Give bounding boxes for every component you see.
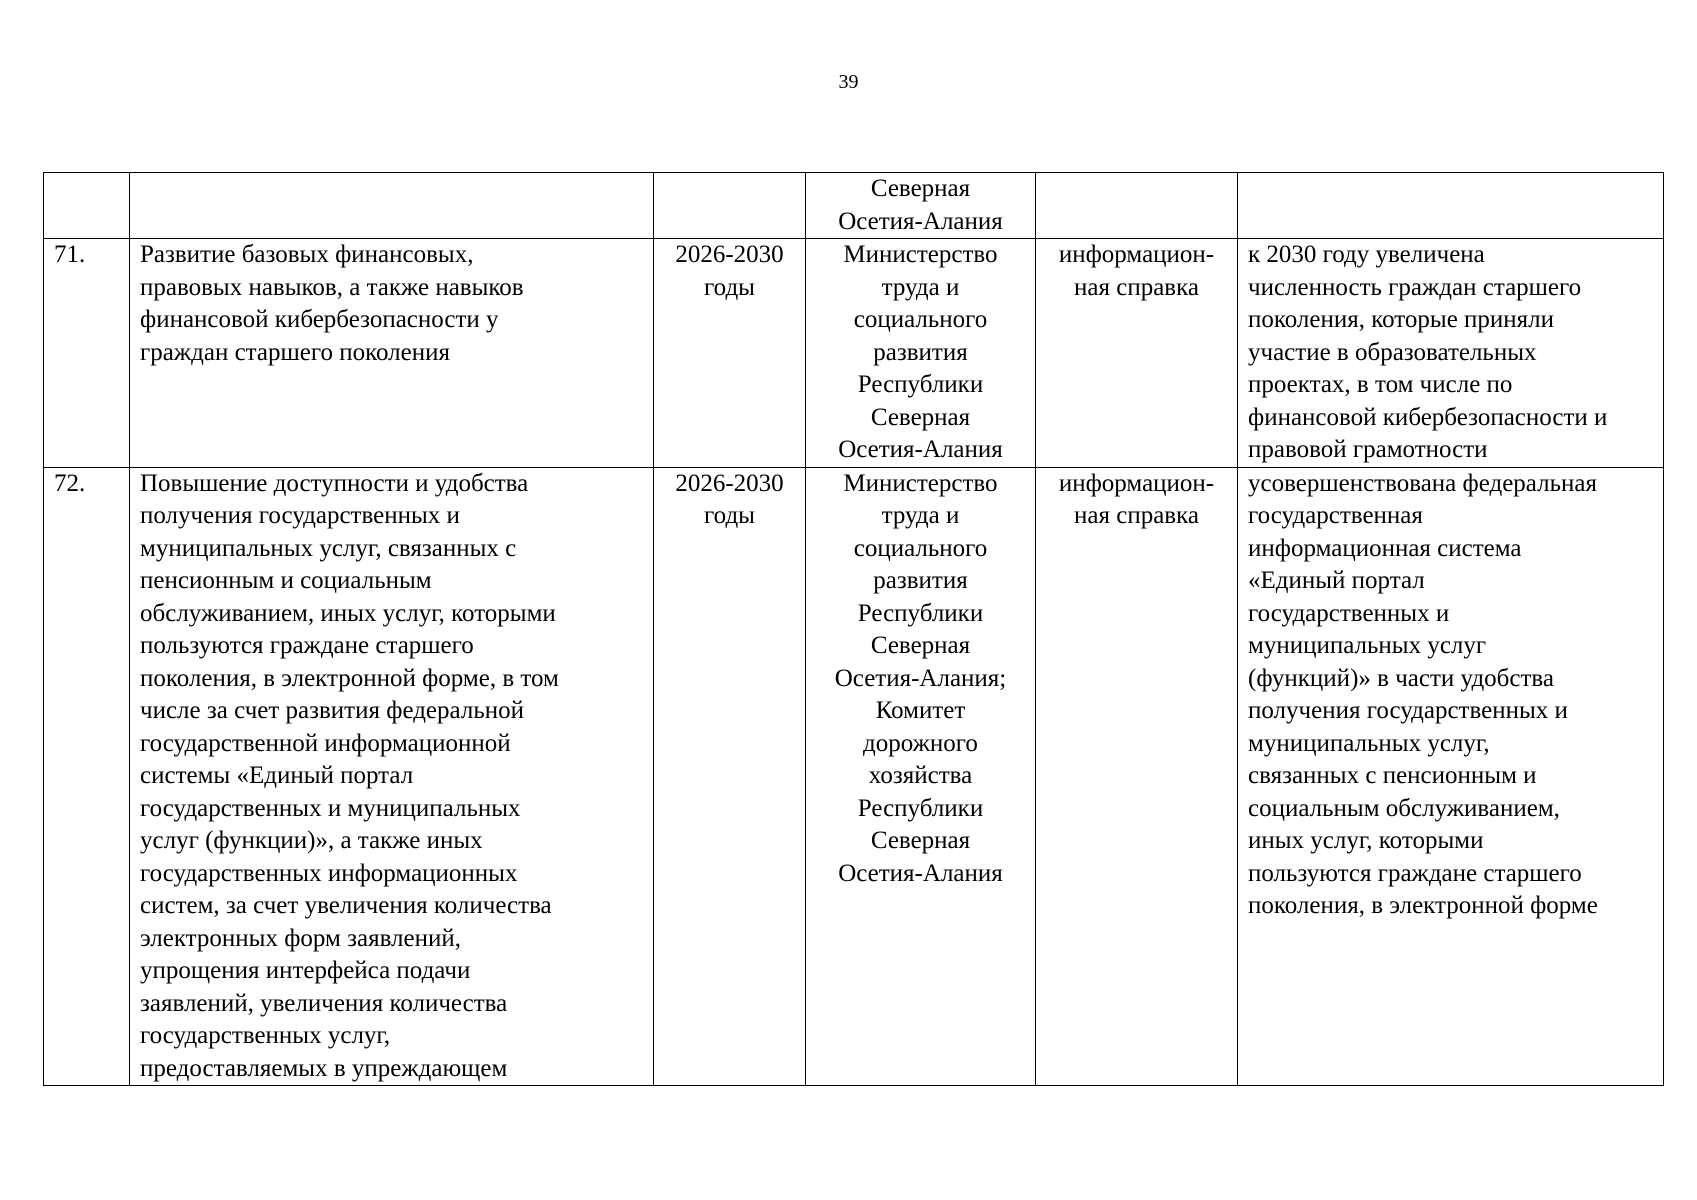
result-line: государственных и <box>1248 599 1450 627</box>
period-cell <box>654 467 806 1086</box>
executor-line: Республики <box>857 794 984 822</box>
result-line: получения государственных и <box>1248 697 1568 724</box>
measure-name-line: государственной информационной <box>140 729 511 757</box>
result-line: иных услуг, которыми <box>1248 827 1484 854</box>
executor-line: Комитет <box>875 697 966 724</box>
period-line: 2026-2030 <box>675 241 784 268</box>
result-line: правовой грамотности <box>1248 436 1488 463</box>
executor-cell <box>806 173 1036 239</box>
executor-line: Северная <box>870 403 971 431</box>
executor-line: Северная <box>870 827 971 854</box>
executor-line: Осетия-Алания <box>838 859 1003 887</box>
executor-line: развития <box>873 338 968 366</box>
executor-line: дорожного <box>863 729 978 757</box>
period-line: годы <box>704 502 755 529</box>
result-line: к 2030 году увеличена <box>1248 241 1485 268</box>
table-row-continuation <box>44 173 1664 239</box>
measure-name-line: государственных и муниципальных <box>140 794 521 822</box>
measure-name-line: поколения, в электронной форме, в том <box>140 664 559 692</box>
executor-cell <box>806 467 1036 1086</box>
result-line: «Единый портал <box>1248 567 1425 594</box>
result-line: усовершенствована федеральная <box>1248 469 1597 497</box>
period-cell <box>654 173 806 239</box>
executor-cell <box>806 239 1036 468</box>
result-line: информационная система <box>1248 534 1522 562</box>
measure-name-line: муниципальных услуг, связанных с <box>140 534 517 562</box>
measure-name-cell <box>130 239 654 468</box>
measure-name-line: упрощения интерфейса подачи <box>140 957 471 984</box>
result-line: финансовой кибербезопасности и <box>1248 403 1608 431</box>
result-line: участие в образовательных <box>1248 338 1537 366</box>
executor-line: социального <box>853 306 988 333</box>
measure-name-line: финансовой кибербезопасности у <box>140 306 499 333</box>
executor-line: Республики <box>857 599 984 627</box>
measure-name-line: Повышение доступности и удобства <box>140 469 529 497</box>
measure-name-line: обслуживанием, иных услуг, которыми <box>140 599 556 627</box>
measure-name-line: услуг (функции)», а также иных <box>140 827 483 854</box>
executor-line: Северная <box>870 175 971 202</box>
executor-line: Министерство <box>843 469 998 497</box>
result-line: поколения, которые приняли <box>1248 306 1555 333</box>
result-line: пользуются граждане старшего <box>1248 859 1582 887</box>
result-line: муниципальных услуг <box>1248 632 1487 659</box>
document-cell <box>1036 173 1238 239</box>
measure-name-line: пенсионным и социальным <box>140 567 432 594</box>
result-line: муниципальных услуг, <box>1248 729 1490 757</box>
result-cell <box>1238 467 1664 1086</box>
measure-name-line: Развитие базовых финансовых, <box>140 241 474 268</box>
row-number: 72. <box>44 467 130 1086</box>
result-line: численность граждан старшего <box>1248 273 1582 301</box>
number-cell <box>44 173 130 239</box>
result-line: государственная <box>1248 502 1423 529</box>
executor-line: труда и <box>881 273 960 301</box>
result-line: социальным обслуживанием, <box>1248 794 1560 822</box>
result-line: связанных с пенсионным и <box>1248 762 1537 789</box>
table-row-71 <box>44 239 1664 468</box>
document-line: информацион- <box>1058 241 1215 268</box>
document-cell <box>1036 239 1238 468</box>
executor-line: Республики <box>857 371 984 398</box>
executor-line: Осетия-Алания <box>838 207 1003 235</box>
result-line: поколения, в электронной форме <box>1248 892 1598 919</box>
document-line: ная справка <box>1074 502 1199 529</box>
measure-name-line: граждан старшего поколения <box>140 338 450 366</box>
result-line: проектах, в том числе по <box>1248 371 1513 398</box>
measure-name-line: получения государственных и <box>140 502 460 529</box>
measure-name-line: предоставляемых в упреждающем <box>140 1054 508 1082</box>
executor-line: хозяйства <box>868 762 973 789</box>
period-cell <box>654 239 806 468</box>
page-number: 39 <box>838 71 859 93</box>
document-line: ная справка <box>1074 273 1199 301</box>
executor-line: развития <box>873 567 968 594</box>
executor-line: Министерство <box>843 241 998 268</box>
executor-line: Осетия-Алания; <box>834 664 1007 692</box>
document-cell <box>1036 467 1238 1086</box>
measures-table <box>43 172 1664 1086</box>
document-line: информацион- <box>1058 469 1215 497</box>
table-row-72 <box>44 467 1664 1086</box>
result-line: (функций)» в части удобства <box>1248 664 1554 692</box>
result-cell <box>1238 173 1664 239</box>
measure-name-line: пользуются граждане старшего <box>140 632 474 659</box>
executor-line: труда и <box>881 502 960 529</box>
period-line: годы <box>704 273 755 301</box>
executor-line: Северная <box>870 632 971 659</box>
executor-line: Осетия-Алания <box>838 436 1003 463</box>
measure-name-line: числе за счет развития федеральной <box>140 697 524 724</box>
measure-name-line: государственных услуг, <box>140 1022 391 1049</box>
measure-name-cell <box>130 467 654 1086</box>
measure-name-cell <box>130 173 654 239</box>
measure-name-line: системы «Единый портал <box>140 762 414 789</box>
result-cell <box>1238 239 1664 468</box>
period-line: 2026-2030 <box>675 469 784 497</box>
measure-name-line: заявлений, увеличения количества <box>140 989 508 1017</box>
executor-line: социального <box>853 534 988 562</box>
measure-name-line: правовых навыков, а также навыков <box>140 273 524 301</box>
measure-name-line: государственных информационных <box>140 859 518 887</box>
row-number: 71. <box>44 239 130 468</box>
measure-name-line: электронных форм заявлений, <box>140 924 461 952</box>
measure-name-line: систем, за счет увеличения количества <box>140 892 552 919</box>
